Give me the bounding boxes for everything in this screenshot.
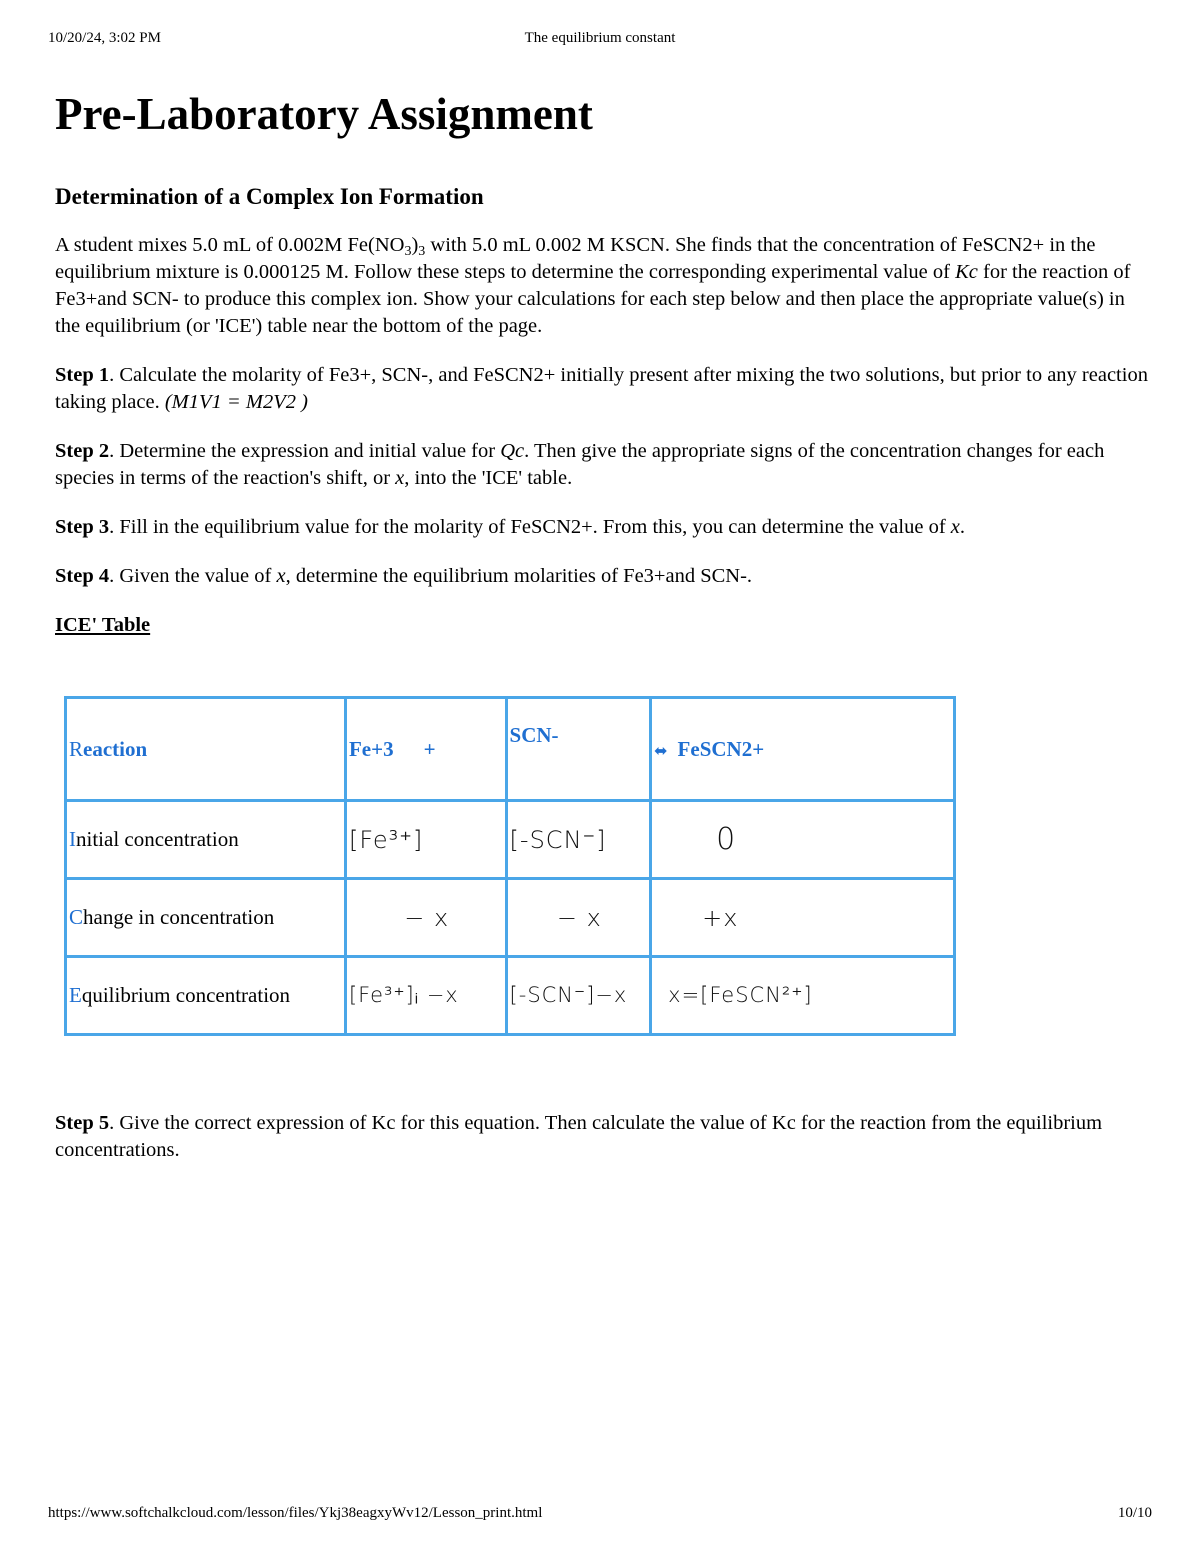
header-scn: SCN-: [506, 698, 651, 801]
footer-page-number: 10/10: [1117, 1505, 1152, 1521]
handwritten-change-fescn: +x: [651, 879, 955, 957]
handwritten-change-fe: − x: [345, 879, 506, 957]
handwritten-initial-scn: [-SCN⁻]: [506, 801, 651, 879]
header-fe3: Fe+3 +: [345, 698, 506, 801]
main-content: [55, 86, 1150, 639]
page-title: Pre-Laboratory Assignment: [55, 89, 593, 139]
table-row: [66, 801, 955, 879]
equilibrium-arrow-icon: ⬌: [654, 742, 668, 760]
handwritten-equilibrium-fescn: x=[FeSCN²⁺]: [651, 957, 955, 1035]
step-5: Step 5. Give the correct expression of Kc for this equation. Then calculate the value of Kc for the reaction from the equilibrium concentrations.: [55, 1112, 1103, 1161]
header-fescn: ⬌ FeSCN2+: [651, 698, 955, 801]
footer-url: https://www.softchalkcloud.com/lesson/files/Ykj38eagxyWv12/Lesson_print.html: [48, 1505, 543, 1521]
step-2: Step 2. Determine the expression and initial value for Qc. Then give the appropriate signs of the concentration changes for each species in terms of the reaction's shift, or x, into the 'ICE' table.: [55, 440, 1105, 489]
row-label-equilibrium: Equilibrium concentration: [66, 957, 346, 1035]
handwritten-initial-fescn: 0: [651, 801, 955, 879]
row-label-change: Change in concentration: [66, 879, 346, 957]
table-header-row: [66, 698, 955, 801]
table-row: [66, 879, 955, 957]
step-1: Step 1. Calculate the molarity of Fe3+, SCN-, and FeSCN2+ initially present after mixing the two solutions, but prior to any reaction taking place. (M1V1 = M2V2 ): [55, 364, 1148, 413]
ice-table-title: ICE' Table: [55, 614, 151, 636]
step-3: Step 3. Fill in the equilibrium value for the molarity of FeSCN2+. From this, you can determine the value of x.: [55, 516, 966, 538]
header-reaction: Reaction: [66, 698, 346, 801]
step-4: Step 4. Given the value of x, determine the equilibrium molarities of Fe3+and SCN-.: [55, 565, 753, 587]
handwritten-equilibrium-fe: [Fe³⁺]ᵢ −x: [345, 957, 506, 1035]
row-label-initial: Initial concentration: [66, 801, 346, 879]
intro-paragraph: A student mixes 5.0 mL of 0.002M $Fe(NO_3)_3$ with 5.0 mL 0.002 M KSCN. She finds that the concentration of FeSCN2+ in the equilibrium mixture is 0.000125 M. Follow these steps to determine the corresponding experimental value of Kc for the reaction of Fe3+and SCN- to produce this complex ion. Show your calculations for each step below and then place the appropriate value(s) in the equilibrium (or 'ICE') table near the bottom of the page.: [55, 234, 1131, 337]
header-document-title: The equilibrium constant: [524, 30, 676, 46]
section-heading: Determination of a Complex Ion Formation: [55, 184, 484, 209]
header-datetime: 10/20/24, 3:02 PM: [48, 30, 161, 46]
handwritten-change-scn: − x: [506, 879, 651, 957]
handwritten-equilibrium-scn: [-SCN⁻]−x: [506, 957, 651, 1035]
table-row: [66, 957, 955, 1035]
ice-table: [64, 696, 956, 1036]
handwritten-initial-fe: [Fe³⁺]: [345, 801, 506, 879]
